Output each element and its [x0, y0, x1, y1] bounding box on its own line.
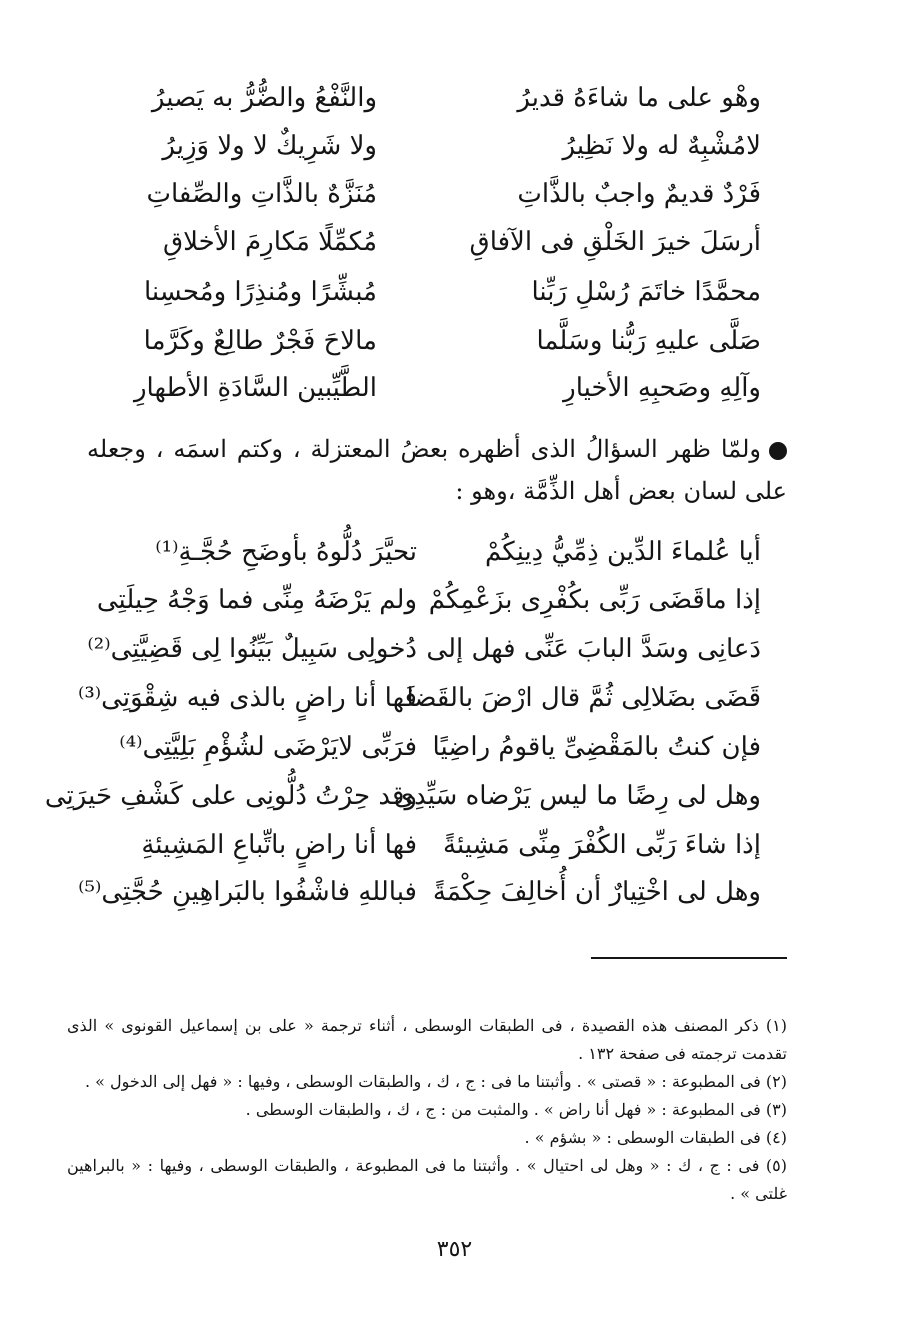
verse-row [0, 629, 909, 669]
hemistich-second: فرَبِّى لايَرْضَى لشُؤْمِ بَلِيَّتِى⁽⁴⁾ [119, 732, 417, 762]
hemistich-first: دَعانِى وسَدَّ البابَ عَنِّى فهل إلى [426, 634, 761, 664]
prose-paragraph [87, 428, 787, 512]
verse-row [0, 678, 909, 718]
verse-row [0, 776, 909, 816]
footnote-separator [591, 957, 787, 959]
hemistich-first: أيا عُلماءَ الدِّين ذِمِّيُّ دِينِكُمْ [484, 537, 761, 567]
hemistich-second: مالاحَ فَجْرٌ طالِعٌ وكَرَّما [143, 326, 377, 356]
verse-row [0, 78, 909, 118]
hemistich-second: وقد حِرْتُ دُلُّونِى على كَشْفِ حَيرَتِى [44, 781, 417, 811]
page-number: ٣٥٢ [436, 1237, 473, 1262]
hemistich-first: لامُشْبِهٌ له ولا نَظِيرُ [562, 131, 761, 161]
hemistich-second: والنَّفْعُ والضُّرُّ به يَصيرُ [151, 83, 377, 113]
hemistich-first: صَلَّى عليهِ رَبُّنا وسَلَّما [536, 326, 761, 356]
hemistich-second: مُبشِّرًا ومُنذِرًا ومُحسِنا [143, 277, 377, 307]
prose-text: ولمّا ظهر السؤالُ الذى أظهره بعضُ المعتزلة ، وكتم اسمَه ، وجعله على لسان بعض أهل الذِّمَّة ،وهو : [87, 435, 787, 505]
footnote-4: (٤) فى الطبقات الوسطى : « بشؤم » . [524, 1128, 787, 1147]
verse-row [0, 126, 909, 166]
hemistich-second: مُكمِّلًا مَكارِمَ الأخلاقِ [162, 227, 377, 257]
hemistich-second: فها أنا راضٍ باتِّباعِ المَشِيئةِ [141, 830, 417, 860]
hemistich-first: إذا ماقَضَى رَبِّى بكُفْرِى بزَعْمِكُمْ [428, 585, 761, 615]
hemistich-first: إذا شاءَ رَبِّى الكُفْرَ مِنِّى مَشِيئةً [443, 830, 761, 860]
verse-row [0, 272, 909, 312]
hemistich-first: محمَّدًا خاتَمَ رُسْلِ رَبِّنا [531, 277, 761, 307]
verse-row [0, 222, 909, 262]
hemistich-second: تحيَّرَ دُلُّوهُ بأوضَحِ حُجَّـةِ⁽¹⁾ [155, 537, 417, 567]
hemistich-first: فَرْدٌ قديمٌ واجبٌ بالذَّاتِ [517, 179, 761, 209]
verse-row [0, 532, 909, 572]
hemistich-first: وهل لى اخْتِيارٌ أن أُخالِفَ حِكْمَةً [432, 877, 761, 907]
verse-row [0, 580, 909, 620]
verse-row [0, 825, 909, 865]
hemistich-first: وهْو على ما شاءَهُ قديرُ [517, 83, 761, 113]
verse-row [0, 174, 909, 214]
hemistich-first: وآلِهِ وصَحبِهِ الأخيارِ [563, 373, 761, 403]
bullet-dot-icon [769, 442, 787, 460]
footnotes [67, 1012, 787, 1208]
verse-row [0, 368, 909, 408]
footnote-5: (٥) فى : ج ، ك : « وهل لى احتيال » . وأثبتنا ما فى المطبوعة ، والطبقات الوسطى ، وفيها : « بالبراهين غلتى » . [67, 1156, 787, 1203]
hemistich-second: مُنَزَّهٌ بالذَّاتِ والصِّفاتِ [146, 179, 377, 209]
hemistich-first: وهل لى رِضًا ما ليس يَرْضاه سَيِّدِى [393, 781, 761, 811]
hemistich-second: ولم يَرْضَهُ مِنِّى فما وَجْهُ حِيلَتِى [96, 585, 417, 615]
hemistich-second: ولا شَرِيكٌ لا ولا وَزِيرُ [162, 131, 377, 161]
hemistich-first: فإن كنتُ بالمَقْضِىِّ ياقومُ راضِيًا [432, 732, 761, 762]
hemistich-first: قَضَى بضَلالِى ثُمَّ قال ارْضَ بالقَضا [406, 683, 761, 713]
verse-row [0, 727, 909, 767]
hemistich-second: الطَّيِّبين السَّادَةِ الأطهارِ [133, 373, 377, 403]
hemistich-second: فباللهِ فاشْفُوا بالبَراهِينِ حُجَّتِى⁽⁵⁾ [78, 877, 417, 907]
footnote-2: (٢) فى المطبوعة : « قصتى » . وأثبتنا ما فى : ج ، ك ، والطبقات الوسطى ، وفيها : « فهل إلى الدخول » . [84, 1072, 787, 1091]
hemistich-second: فَها أنا راضٍ بالذى فيه شِقْوَتِى⁽³⁾ [77, 683, 417, 713]
hemistich-second: دُخولِى سَبِيلٌ بَيِّنُوا لِى قَضِيَّتِى⁽²⁾ [87, 634, 417, 664]
footnote-3: (٣) فى المطبوعة : « فهل أنا راض » . والمثبت من : ج ، ك ، والطبقات الوسطى . [245, 1100, 787, 1119]
verse-row [0, 321, 909, 361]
footnote-1: (١) ذكر المصنف هذه القصيدة ، فى الطبقات الوسطى ، أثناء ترجمة « على بن إسماعيل القونوى » الذى تقدمت ترجمته فى صفحة ١٣٢ . [67, 1016, 788, 1063]
hemistich-first: أرسَلَ خيرَ الخَلْقِ فى الآفاقِ [469, 227, 761, 257]
verse-row [0, 872, 909, 912]
